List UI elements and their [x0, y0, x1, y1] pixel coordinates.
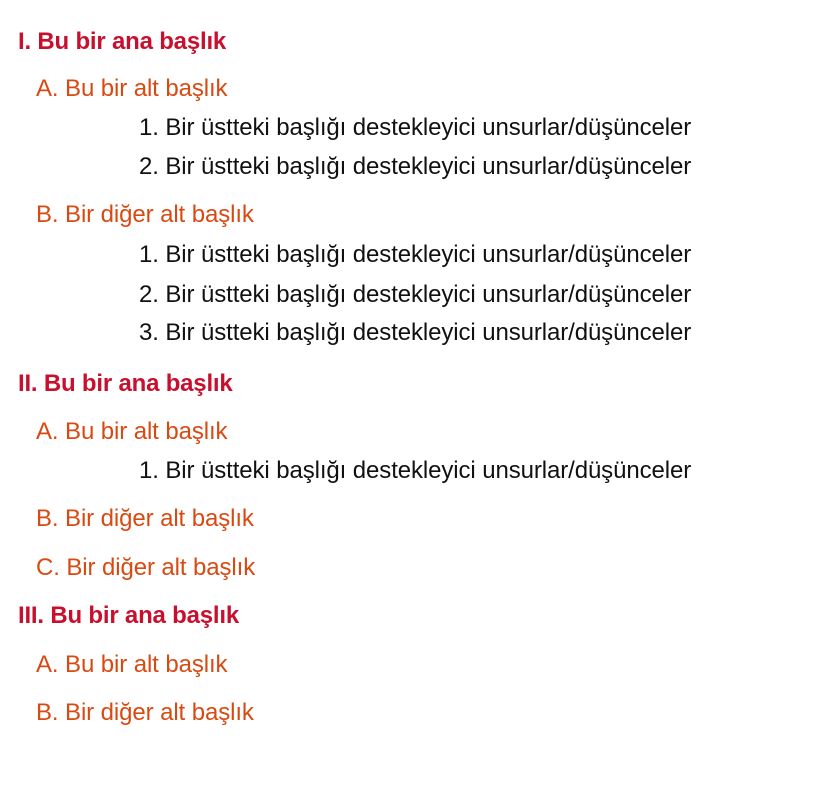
main-heading-2: II. Bu bir ana başlık: [18, 370, 233, 397]
sub-heading-3a: A. Bu bir alt başlık: [36, 651, 228, 678]
sub-heading-1b: B. Bir diğer alt başlık: [36, 201, 254, 228]
main-heading-3: III. Bu bir ana başlık: [18, 602, 239, 629]
supporting-point-1a-2: 2. Bir üstteki başlığı destekleyici unsurlar/düşünceler: [139, 153, 692, 180]
sub-heading-1a: A. Bu bir alt başlık: [36, 75, 228, 102]
supporting-point-1b-1: 1. Bir üstteki başlığı destekleyici unsurlar/düşünceler: [139, 241, 692, 268]
sub-heading-3b: B. Bir diğer alt başlık: [36, 699, 254, 726]
supporting-point-1a-1: 1. Bir üstteki başlığı destekleyici unsurlar/düşünceler: [139, 114, 692, 141]
sub-heading-2c: C. Bir diğer alt başlık: [36, 554, 256, 581]
sub-heading-2a: A. Bu bir alt başlık: [36, 418, 228, 445]
supporting-point-1b-3: 3. Bir üstteki başlığı destekleyici unsurlar/düşünceler: [139, 319, 692, 346]
sub-heading-2b: B. Bir diğer alt başlık: [36, 505, 254, 532]
supporting-point-1b-2: 2. Bir üstteki başlığı destekleyici unsurlar/düşünceler: [139, 281, 692, 308]
main-heading-1: I. Bu bir ana başlık: [18, 28, 227, 55]
supporting-point-2a-1: 1. Bir üstteki başlığı destekleyici unsurlar/düşünceler: [139, 457, 692, 484]
